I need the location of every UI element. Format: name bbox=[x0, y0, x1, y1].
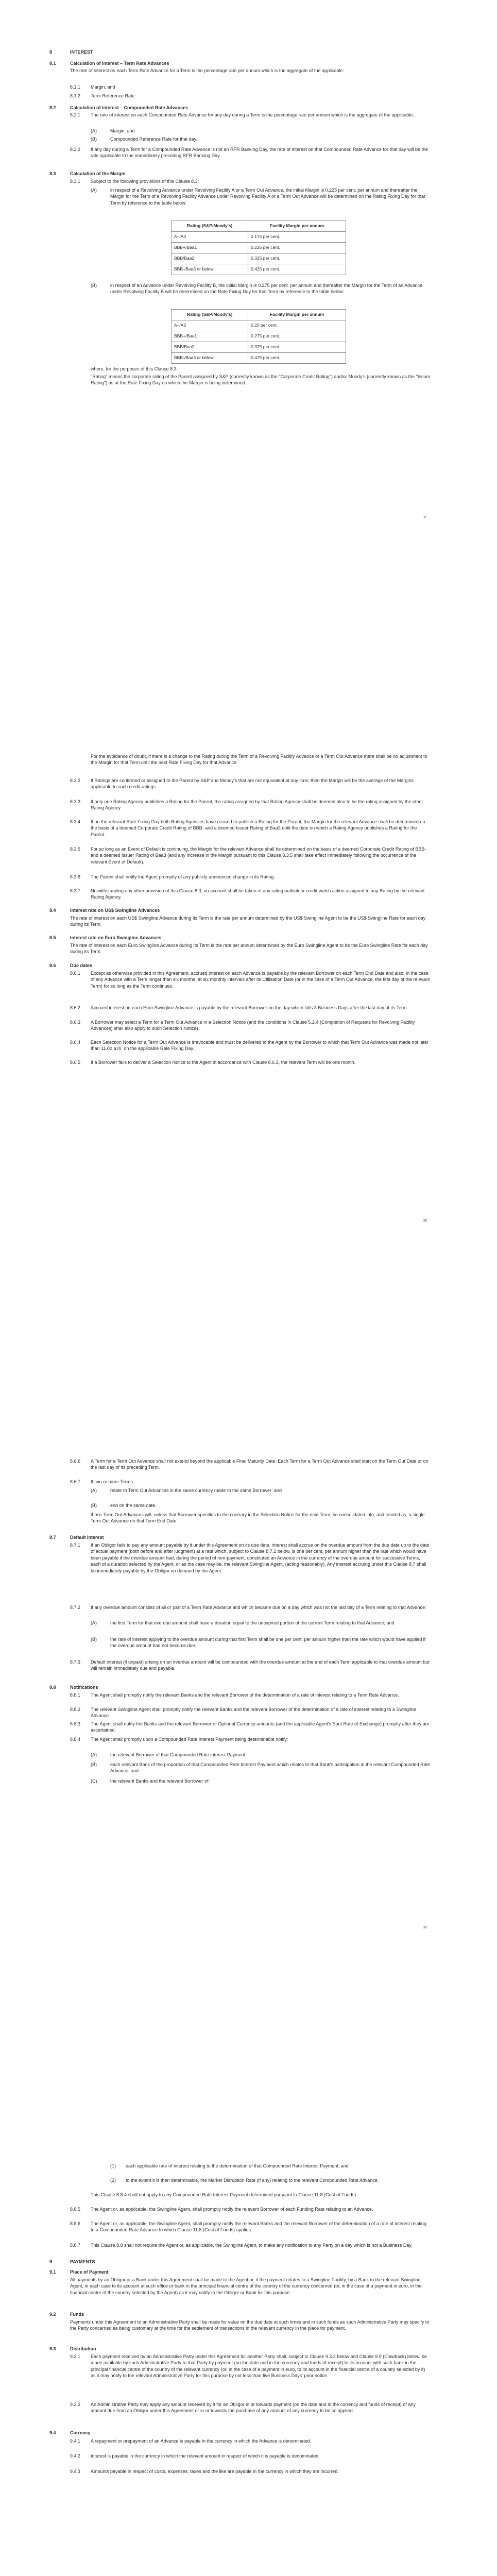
table-header: Rating (S&P/Moody's) bbox=[172, 310, 248, 320]
margin-cell: 0.375 per cent. bbox=[248, 342, 346, 353]
table-row bbox=[172, 253, 346, 264]
paragraph-text: The rate of interest on each Euro Swingline Advance during its Term is the rate per annum determined by the Euro Swingline Agent to be the Euro Swingline Rate for each day during its Term. bbox=[70, 943, 428, 955]
clause-title: Notifications bbox=[70, 1685, 98, 1690]
table-row bbox=[172, 353, 346, 364]
paragraph-text: The rate of interest on each Term Rate Advance for a Term is the percentage rate per annum which is the aggregate of the applicable: bbox=[70, 68, 344, 73]
table-row bbox=[172, 243, 346, 253]
document-page-38 bbox=[0, 705, 497, 1410]
heading-9-4 bbox=[49, 2430, 431, 2436]
item-number: 8.1.2 bbox=[70, 93, 81, 98]
item-text: A Term for a Term Out Advance shall not extend beyond the applicable Final Maturity Date. Each Term for a Term Out Advance shall start on the Term Out Date or on the last day of its preceding Term. bbox=[91, 1459, 429, 1470]
heading-9-2 bbox=[49, 2311, 431, 2317]
margin-cell: 0.325 per cent. bbox=[248, 253, 346, 264]
heading-8 bbox=[49, 49, 431, 55]
clause-number: 8.4 bbox=[49, 908, 56, 913]
paragraph bbox=[49, 67, 431, 74]
item-8-2-1-b bbox=[49, 136, 431, 142]
document-page-37 bbox=[0, 0, 497, 705]
paragraph-text: For the avoidance of doubt, if there is a change to the Rating during the Term of a Revolving Facility Advance or a Term Out Advance there shall be no adjustment to the Margin for that Term until the next Rate Fixing Day for that Advance. bbox=[91, 754, 427, 766]
item-text: the relevant Banks and the relevant Borrower of: bbox=[110, 1778, 210, 1784]
table-header: Rating (S&P/Moody's) bbox=[172, 221, 248, 232]
rating-cell: BBB-/Baa3 or below bbox=[172, 353, 248, 364]
item-number: 9.4.2 bbox=[70, 2453, 81, 2459]
clause-number: 9.2 bbox=[49, 2312, 56, 2317]
item-text: Margin; and bbox=[110, 128, 135, 133]
item-number: 8.8.6 bbox=[70, 2221, 81, 2226]
heading-8-5 bbox=[49, 935, 431, 941]
item-8-8-4-c-2 bbox=[49, 2177, 431, 2183]
heading-8-3 bbox=[49, 171, 431, 177]
item-8-8-4-b bbox=[49, 1761, 431, 1774]
item-text: The Agent or, as applicable, the Swingline Agent, shall promptly notify the relevant Borrower of each Funding Rate relating to an Advance. bbox=[91, 2207, 373, 2212]
item-number: 8.2.2 bbox=[70, 147, 81, 152]
clause-title: Place of Payment bbox=[70, 2269, 109, 2275]
heading-8-7 bbox=[49, 1534, 431, 1540]
item-number: 8.3.1 bbox=[70, 179, 81, 184]
clause-title: Funds bbox=[70, 2312, 84, 2317]
item-9-4-1 bbox=[49, 2438, 431, 2444]
item-text: Except as otherwise provided in this Agreement, accrued interest on each Advance is payable by the relevant Borrower on each Term End Date and also, in the case of any Advance with a Term longer than six months, at six monthly intervals after its Utilisation Date (or in the case of a Term Out Advance, the first day of the relevant Term) for so long as the Term continues. bbox=[91, 971, 430, 989]
item-number: (A) bbox=[91, 1752, 97, 1757]
item-number: 9.3.1 bbox=[70, 2354, 81, 2359]
item-text: Each payment received by an Administrative Party under this Agreement for another Party shall, subject to Clause 9.3.2 below and Clause 9.9 (Clawback) below, be made available by such Administrative Party to that Party by payment (on the date and in the currency and funds of receipt) to its account with such bank in the principal financial centre of the country of the relevant currency (or, in the case of a payment in euro, to its account in the financial centre of a country selected by it) as it may notify to the relevant Administrative Party for this purpose by not less than five Business Days' prior notice. bbox=[91, 2354, 427, 2379]
item-8-7-3 bbox=[49, 1659, 431, 1672]
item-text: If only one Rating Agency publishes a Rating for the Parent, the rating assigned by that Rating Agency shall be deemed also to be the rating assigned by the other Rating Agency. bbox=[91, 799, 423, 811]
rating-cell: BBB+/Baa1 bbox=[172, 331, 248, 342]
item-8-7-2 bbox=[49, 1604, 431, 1611]
item-text: Default interest (if unpaid) arising on an overdue amount will be compounded with the overdue amount at the end of each Term applicable to that overdue amount but will remain immediately due and payable. bbox=[91, 1659, 430, 1671]
margin-cell: 0.425 per cent. bbox=[248, 264, 346, 275]
item-8-6-7-a bbox=[49, 1487, 431, 1494]
item-number: 8.3.5 bbox=[70, 846, 81, 852]
item-8-3-7 bbox=[49, 888, 431, 901]
clause-title: Calculation of interest – Compounded Rate Advances bbox=[70, 105, 188, 110]
item-8-6-7-b bbox=[49, 1502, 431, 1509]
paragraph-text: This Clause 8.8.4 shall not apply to any Compounded Rate Interest Payment determined pursuant to Clause 11.8 (Cost of Funds). bbox=[91, 2192, 357, 2197]
clause-title: Due dates bbox=[70, 963, 93, 968]
rating-cell: A–/A3 bbox=[172, 320, 248, 331]
item-8-8-5 bbox=[49, 2206, 431, 2212]
item-8-6-2 bbox=[49, 1005, 431, 1011]
clause-title: Calculation of interest – Term Rate Advances bbox=[70, 61, 169, 66]
heading-8-1 bbox=[49, 60, 431, 66]
rating-cell: A–/A3 bbox=[172, 232, 248, 243]
item-text: For so long as an Event of Default is continuing, the Margin for the relevant Advance shall be determined on the basis of a deemed Corporate Credit Rating of BBB- and a deemed Issuer Rating of Baa3 (and any increase in the Margin pursuant to this Clause 8.3.5 shall take effect immediately following the occurrence of the relevant Event of Default). bbox=[91, 846, 426, 865]
item-8-8-2 bbox=[49, 1706, 431, 1719]
item-number: 8.7.1 bbox=[70, 1543, 81, 1548]
item-text: If on the relevant Rate Fixing Day both Rating Agencies have ceased to publish a Rating for the Parent, the Margin for the relevant Advance shall be determined on the basis of a deemed Corporate Credit Rating of BBB- and a deemed Issuer Rating of Baa3 until the date on which a Rating Agency publishes a Rating for the Parent. bbox=[91, 819, 425, 837]
item-text: If any day during a Term for a Compounded Rate Advance is not an RFR Banking Day, the rate of interest on that Compounded Rate Advance for that day will be the rate applicable to the immediately preceding RFR Banking Day. bbox=[91, 147, 429, 159]
item-number: 8.3.6 bbox=[70, 874, 81, 879]
item-9-3-2 bbox=[49, 2401, 431, 2414]
margin-cell: 0.225 per cent. bbox=[248, 243, 346, 253]
clause-title: Calculation of the Margin bbox=[70, 171, 126, 176]
item-text: Notwithstanding any other provision of this Clause 8.3, no account shall be taken of any rating outlook or credit watch action assigned to any Rating by the relevant Rating Agency. bbox=[91, 888, 425, 900]
item-8-6-7 bbox=[49, 1479, 431, 1485]
item-text: This Clause 8.8 shall not require the Agent or, as applicable, the Swingline Agent, to make any notification to any Party on a day which is not a Business Day. bbox=[91, 2243, 413, 2248]
item-9-4-2 bbox=[49, 2453, 431, 2459]
item-text: the first Term for that overdue amount shall have a duration equal to the unexpired portion of the current Term relating to that Advance; and bbox=[110, 1620, 395, 1625]
heading-8-6 bbox=[49, 962, 431, 969]
clause-number: 8.6 bbox=[49, 963, 56, 968]
item-text: end on the same date, bbox=[110, 1503, 157, 1508]
margin-cell: 0.20 per cent. bbox=[248, 320, 346, 331]
item-text: Interest is payable in the currency in which the relevant amount in respect of which it is payable is denominated. bbox=[91, 2453, 320, 2459]
item-number: 8.6.5 bbox=[70, 1060, 81, 1065]
clause-title: Interest rate on US$ Swingline Advances bbox=[70, 908, 160, 913]
item-number: 8.1.1 bbox=[70, 84, 81, 90]
item-8-6-4 bbox=[49, 1039, 431, 1052]
item-number: 9.4.3 bbox=[70, 2469, 81, 2474]
item-text: Amounts payable in respect of costs, expenses, taxes and the like are payable in the currency in which they are incurred. bbox=[91, 2469, 339, 2474]
item-8-7-1 bbox=[49, 1542, 431, 1574]
heading-8-2 bbox=[49, 105, 431, 111]
item-8-1-1 bbox=[49, 84, 431, 90]
item-number: 8.3.2 bbox=[70, 778, 81, 783]
table-header: Facility Margin per annum bbox=[248, 221, 346, 232]
item-8-6-6 bbox=[49, 1458, 431, 1471]
item-number: (1) bbox=[110, 2163, 116, 2168]
paragraph bbox=[49, 942, 431, 955]
item-text: The rate of interest on each Compounded Rate Advance for any day during a Term is the percentage rate per annum which is the aggregate of the applicable: bbox=[91, 112, 414, 117]
paragraph bbox=[49, 2319, 431, 2332]
item-text: An Administrative Party may apply any amount received by it for an Obligor in or towards payment (on the date and in the currency and funds of receipt) of any amount due from an Obligor under this Agreement or in or towards the purchase of any amount of any currency to be so applied. bbox=[91, 2402, 416, 2414]
paragraph bbox=[49, 2192, 431, 2198]
clause-number: 9.4 bbox=[49, 2430, 56, 2435]
item-8-8-3 bbox=[49, 1721, 431, 1734]
margin-cell: 0.275 per cent. bbox=[248, 331, 346, 342]
margin-table-facility-b bbox=[171, 309, 346, 364]
document-page-39 bbox=[0, 1410, 497, 2115]
clause-number: 9.3 bbox=[49, 2346, 56, 2351]
heading-9-1 bbox=[49, 2269, 431, 2275]
table-row bbox=[172, 320, 346, 331]
item-number: (A) bbox=[91, 188, 97, 193]
item-number: (B) bbox=[91, 283, 97, 288]
rating-cell: BBB/Baa2 bbox=[172, 253, 248, 264]
margin-cell: 0.475 per cent. bbox=[248, 353, 346, 364]
item-text: Each Selection Notice for a Term Out Advance is irrevocable and must be delivered to the Agent by the Borrower to which that Term Out Advance was made not later than 11.00 a.m. on the applicable Rate Fixing Day. bbox=[91, 1040, 429, 1052]
item-9-4-3 bbox=[49, 2468, 431, 2475]
item-8-8-4-c bbox=[49, 1778, 431, 1784]
clause-title: Distribution bbox=[70, 2346, 96, 2351]
item-8-1-2 bbox=[49, 93, 431, 99]
item-text: Term Reference Rate. bbox=[91, 93, 136, 98]
paragraph-continued bbox=[49, 753, 431, 766]
item-8-6-1 bbox=[49, 970, 431, 989]
item-text: A Borrower may select a Term for a Term Out Advance in a Selection Notice (and the conditions in Clause 5.2.4 (Completion of Requests for Revolving Facility Advances) shall also apply to such Selection Notice). bbox=[91, 1020, 415, 1031]
item-number: 9.3.2 bbox=[70, 2402, 81, 2407]
item-number: 8.6.2 bbox=[70, 1005, 81, 1010]
item-8-6-5 bbox=[49, 1059, 431, 1065]
clause-number: 8.5 bbox=[49, 935, 56, 940]
item-number: 8.8.1 bbox=[70, 1692, 81, 1698]
item-8-8-7 bbox=[49, 2242, 431, 2248]
item-8-2-1 bbox=[49, 112, 431, 118]
item-8-8-4-a bbox=[49, 1752, 431, 1758]
heading-9 bbox=[49, 2259, 431, 2265]
item-text: in respect of a Revolving Advance under Revolving Facility A or a Term Out Advance, the initial Margin is 0.225 per cent. per annum and thereafter the Margin for the Term of a Revolving Facility Advance under Revolving Facility A or a Term Out Advance will be determined on the Rating Fixing Day for that Term by reference to the table below: bbox=[110, 188, 425, 206]
heading-8-8 bbox=[49, 1684, 431, 1690]
heading-8-4 bbox=[49, 907, 431, 913]
item-number: (B) bbox=[91, 1762, 97, 1767]
paragraph-text: those Term Out Advances will, unless that Borrower specifies to the contrary in the Selection Notice for the next Term, be consolidated into, and treated as, a single Term Out Advance on that Term End Date. bbox=[91, 1512, 425, 1524]
item-number: (A) bbox=[91, 1620, 97, 1625]
item-number: (2) bbox=[110, 2178, 116, 2183]
item-number: 8.8.7 bbox=[70, 2243, 81, 2248]
rating-cell: BBB/Baa2 bbox=[172, 342, 248, 353]
clause-number: 8.7 bbox=[49, 1535, 56, 1540]
margin-table-facility-a bbox=[171, 221, 346, 275]
page-number: 39 bbox=[423, 1926, 427, 1929]
item-8-6-3 bbox=[49, 1019, 431, 1032]
paragraph-text: The rate of interest on each US$ Swingline Advance during its Term is the rate per annum determined by the US$ Swingline Agent to be the US$ Swingline Rate for each day during its Term. bbox=[70, 916, 426, 927]
item-8-8-4-c-1 bbox=[49, 2163, 431, 2169]
item-text: Subject to the following provisions of this Clause 8.3: bbox=[91, 179, 199, 184]
item-number: 8.2.1 bbox=[70, 112, 81, 117]
item-number: 8.6.4 bbox=[70, 1040, 81, 1045]
item-8-8-4 bbox=[49, 1736, 431, 1742]
paragraph-text: where, for the purposes of this Clause 8.3: bbox=[91, 366, 178, 371]
item-8-3-6 bbox=[49, 874, 431, 880]
item-number: 8.7.2 bbox=[70, 1605, 81, 1610]
item-text: the relevant Borrower of that Compounded Rate Interest Payment; bbox=[110, 1752, 247, 1757]
item-8-3-3 bbox=[49, 799, 431, 811]
item-text: The Agent shall promptly upon a Compounded Rate Interest Payment being determinable notify: bbox=[91, 1737, 288, 1742]
item-number: 8.3.3 bbox=[70, 799, 81, 804]
item-text: Margin; and bbox=[91, 84, 115, 90]
clause-number: 8.1 bbox=[49, 61, 56, 66]
item-8-7-2-b bbox=[49, 1636, 431, 1649]
item-number: 8.6.6 bbox=[70, 1459, 81, 1464]
item-text: The Parent shall notify the Agent promptly of any publicly announced change in its Rating. bbox=[91, 874, 275, 879]
item-text: The Agent or, as applicable, the Swingline Agent, shall promptly notify the relevant Banks and the relevant Borrower of the determination of a rate of interest relating to a Compounded Rate Advance to which Clause 11.8 (Cost of Funds) applies. bbox=[91, 2221, 426, 2233]
paragraph-text: "Rating" means the corporate rating of the Parent assigned by S&P (currently known as the "Corporate Credit Rating") and/or Moody's (currently known as the "Issuer Rating") as at the Rate Fixing Day on which the Margin is being determined. bbox=[91, 374, 431, 386]
clause-number: 9 bbox=[49, 2259, 53, 2264]
item-number: 8.3.4 bbox=[70, 819, 81, 824]
item-8-2-2 bbox=[49, 146, 431, 159]
item-text: If Ratings are confirmed or assigned to the Parent by S&P and Moody's that are not equivalent at any time, then the Margin will be the average of the Margins applicable to such credit ratings. bbox=[91, 778, 414, 790]
item-8-7-2-a bbox=[49, 1620, 431, 1626]
item-text: If two or more Terms: bbox=[91, 1479, 134, 1484]
item-8-3-1-b bbox=[49, 282, 431, 295]
item-8-3-1-a bbox=[49, 187, 431, 206]
page-number: 38 bbox=[423, 1219, 427, 1223]
item-text: to the extent it is then determinable, the Market Disruption Rate (if any) relating to the relevant Compounded Rate Advance. bbox=[126, 2178, 379, 2183]
clause-number: 8.8 bbox=[49, 1685, 56, 1690]
item-8-3-1 bbox=[49, 178, 431, 184]
table-row bbox=[172, 342, 346, 353]
item-number: 8.7.3 bbox=[70, 1659, 81, 1665]
clause-number: 9.1 bbox=[49, 2269, 56, 2275]
item-number: 8.8.4 bbox=[70, 1737, 81, 1742]
rating-definition bbox=[49, 374, 431, 386]
page-number: 37 bbox=[423, 516, 427, 519]
table-row bbox=[172, 232, 346, 243]
clause-title: Default interest bbox=[70, 1535, 104, 1540]
item-number: 8.8.3 bbox=[70, 1721, 81, 1726]
item-text: Accrued interest on each Euro Swingline Advance is payable by the relevant Borrower on the day which falls 3 Business Days after the last day of its Term. bbox=[91, 1005, 408, 1010]
rating-cell: BBB-/Baa3 or below bbox=[172, 264, 248, 275]
item-text: the rate of interest applying to the overdue amount during that first Term shall be one per cent. per annum higher than the rate which would have applied if the overdue amount had not become due. bbox=[110, 1637, 426, 1649]
item-text: If an Obligor fails to pay any amount payable by it under this Agreement on its due date, interest shall accrue on the overdue amount from the due date up to the date of actual payment (both before and after judgment) at a rate which, subject to Clause 8.7.2 below, is one per cent. per annum higher than the rate which would have been payable if the overdue amount had, during the period of non-payment, constituted an Advance in the currency of the overdue amount for successive Terms, each of a duration selected by the Agent, or as the case may be, the relevant Swingline Agent, (acting reasonably). Any interest accruing under this Clause 8.7 shall be immediately payable by the Obligor on demand by the Agent. bbox=[91, 1543, 430, 1573]
clause-number: 8.3 bbox=[49, 171, 56, 176]
item-number: (A) bbox=[91, 1488, 97, 1493]
item-number: 9.4.1 bbox=[70, 2438, 81, 2444]
item-number: 8.8.5 bbox=[70, 2207, 81, 2212]
paragraph-text: All payments by an Obligor or a Bank under this Agreement shall be made to the Agent or, if the payment relates to a Swingline Facility, by a Bank to the relevant Swingline Agent, in each case to its account at such office or bank in the principal financial centre of the country of the currency concerned (or, in the case of a payment in euro, in the financial centre of the country selected by the Agent) as it may notify to the Obligor or Bank for this purpose. bbox=[70, 2277, 422, 2295]
item-number: 8.3.7 bbox=[70, 888, 81, 893]
item-text: A repayment or prepayment of an Advance is payable in the currency in which the Advance is denominated. bbox=[91, 2438, 312, 2444]
item-number: (A) bbox=[91, 128, 97, 133]
item-number: (B) bbox=[91, 1637, 97, 1642]
item-text: each relevant Bank of the proportion of that Compounded Rate Interest Payment which relates to that Bank's participation in the relevant Compounded Rate Advance; and bbox=[110, 1762, 431, 1774]
clause-title: Currency bbox=[70, 2430, 91, 2435]
item-text: The relevant Swingline Agent shall promptly notify the relevant Banks and the relevant Borrower of the determination of a rate of interest relating to a Swingline Advance. bbox=[91, 1707, 416, 1719]
item-9-3-1 bbox=[49, 2353, 431, 2379]
item-text: If any overdue amount consists of all or part of a Term Rate Advance and which became due on a day which was not the last day of a Term relating to that Advance: bbox=[91, 1605, 426, 1610]
item-text: relate to Term Out Advances in the same currency made to the same Borrower; and bbox=[110, 1488, 282, 1493]
rating-cell: BBB+/Baa1 bbox=[172, 243, 248, 253]
item-text: each applicable rate of interest relating to the determination of that Compounded Rate Interest Payment; and bbox=[126, 2163, 349, 2168]
item-8-8-6 bbox=[49, 2221, 431, 2233]
table-row bbox=[172, 264, 346, 275]
item-8-8-1 bbox=[49, 1692, 431, 1698]
item-8-3-2 bbox=[49, 777, 431, 790]
item-number: (C) bbox=[91, 1778, 97, 1784]
paragraph bbox=[49, 2277, 431, 2296]
item-number: 8.8.2 bbox=[70, 1707, 81, 1712]
clause-title: Interest rate on Euro Swingline Advances bbox=[70, 935, 162, 940]
item-text: The Agent shall notify the Banks and the relevant Borrower of Optional Currency amounts (and the applicable Agent's Spot Rate of Exchange) promptly after they are ascertained. bbox=[91, 1721, 430, 1733]
item-8-3-4 bbox=[49, 819, 431, 838]
clause-title: INTEREST bbox=[70, 49, 93, 55]
item-text: The Agent shall promptly notify the relevant Banks and the relevant Borrower of the determination of a rate of interest relating to a Term Rate Advance. bbox=[91, 1692, 399, 1698]
item-number: 8.6.7 bbox=[70, 1479, 81, 1484]
item-number: (B) bbox=[91, 1503, 97, 1508]
document-page-40 bbox=[0, 2114, 497, 2576]
item-text: If a Borrower fails to deliver a Selection Notice to the Agent in accordance with Clause 8.6.3, the relevant Term will be one month. bbox=[91, 1060, 356, 1065]
item-8-3-5 bbox=[49, 846, 431, 865]
item-text: in respect of an Advance under Revolving Facility B, the initial Margin is 0.275 per cent. per annum and thereafter the Margin for the Term of an Advance under Revolving Facility B will be determined on the Rate Fixing Day for that Term by reference to the table below: bbox=[110, 283, 423, 295]
paragraph-text: Payments under this Agreement to an Administrative Party shall be made for value on the due date at such times and in such funds as such Administrative Party may specify to the Party concerned as being customary at the time for the settlement of transactions in the relevant currency in the place for payment. bbox=[70, 2319, 430, 2331]
paragraph bbox=[49, 1512, 431, 1524]
item-number: 8.6.3 bbox=[70, 1020, 81, 1025]
heading-9-3 bbox=[49, 2346, 431, 2352]
table-row bbox=[172, 331, 346, 342]
clause-number: 8.2 bbox=[49, 105, 56, 110]
item-number: (B) bbox=[91, 137, 97, 142]
clause-number: 8 bbox=[49, 49, 53, 55]
where-line bbox=[49, 366, 431, 372]
item-text: Compounded Reference Rate for that day. bbox=[110, 137, 197, 142]
margin-cell: 0.175 per cent. bbox=[248, 232, 346, 243]
item-8-2-1-a bbox=[49, 128, 431, 134]
paragraph bbox=[49, 915, 431, 928]
item-number: 8.6.1 bbox=[70, 971, 81, 976]
table-header: Facility Margin per annum bbox=[248, 310, 346, 320]
clause-title: PAYMENTS bbox=[70, 2259, 95, 2264]
